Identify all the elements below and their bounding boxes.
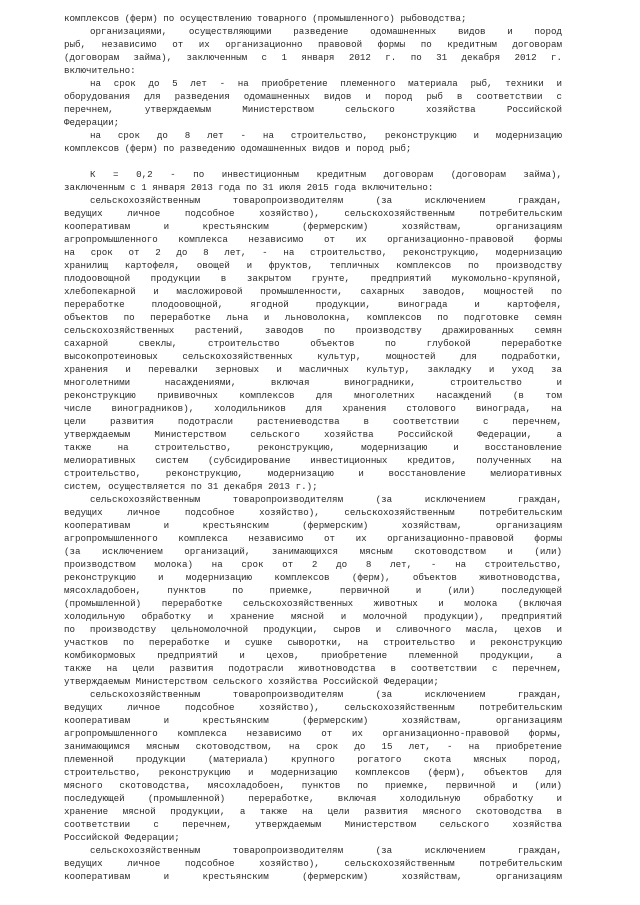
text-line: по производству цельномолочной продукции, сыров и сливочного масла, цехов и [64,624,562,635]
text-line: сельскохозяйственным товаропроизводителям (за исключением граждан, [90,845,562,856]
text-line: производством молока) на срок от 2 до 8 лет, - на строительство, [64,559,562,570]
text-line: занимающимся мясным скотоводством, на срок до 15 лет, - на приобретение [64,741,562,752]
text-line: мясного скотоводства, мясохладобоен, пунктов по приемке, первичной и (или) [64,780,562,791]
text-line: мелиоративных систем (субсидирование инвестиционных кредитов, полученных на [64,455,562,466]
text-line: агропромышленного комплекса независимо от их организационно-правовой формы [64,234,562,245]
text-line: плодоовощной продукции в закрытом грунте, предприятий мукомольно-крупяной, [64,273,562,284]
paragraph [64,194,562,493]
text-line: утверждаемым Министерством сельского хозяйства Российской Федерации; [64,676,439,687]
text-line: (промышленной) переработке сельскохозяйственных животных и молока (включая [64,598,562,609]
text-line: соответствии с перечнем, утверждаемым Министерством сельского хозяйства [64,819,562,830]
text-line: агропромышленного комплекса независимо от их организационно-правовой формы [64,533,562,544]
text-line: комплексов (ферм) по осуществлению товарного (промышленного) рыбоводства; [64,13,467,24]
text-line: комбикормовых предприятий и цехов, приобретение племенной продукции, а [64,650,562,661]
text-line: кооперативам и крестьянским (фермерским) хозяйствам, организациям [64,715,562,726]
text-line: перечнем, утверждаемым Министерством сельского хозяйства Российской [64,104,562,115]
text-line: числе виноградников), холодильников для хранения столового винограда, на [64,403,562,414]
text-line: агропромышленного комплекса независимо от их организационно-правовой формы, [64,728,562,739]
text-line: также на строительство, реконструкцию, модернизацию и восстановление [64,442,562,453]
paragraph [64,688,562,844]
text-line: ведущих личное подсобное хозяйство), сельскохозяйственным потребительским [64,858,562,869]
paragraph [64,168,562,194]
text-line: сельскохозяйственных растений, заводов по производству дражированных семян [64,325,562,336]
text-line: кооперативам и крестьянским (фермерским) хозяйствам, организациям [64,520,562,531]
text-line: хранилищ картофеля, овощей и фруктов, тепличных комплексов по производству [64,260,562,271]
text-line: реконструкцию и модернизацию комплексов (ферм), объектов животноводства, [64,572,562,583]
text-line: организациями, осуществляющими разведение одомашненных видов и пород [90,26,562,37]
text-line: холодильную обработку и хранение мясной и молочной продукции), предприятий [64,611,562,622]
text-line: последующей (промышленной) переработке, включая холодильную обработку и [64,793,562,804]
text-line: объектов по переработке льна и льноволокна, комплексов по подготовке семян [64,312,562,323]
text-line: переработке плодоовощной, ягодной продукции, винограда и картофеля, [64,299,562,310]
text-line: племенной продукции (материала) крупного рогатого скота мясных пород, [64,754,562,765]
text-line: хранение мясной продукции, а также на цели развития мясного скотоводства в [64,806,562,817]
paragraph [64,12,562,25]
text-line: (договорам займа), заключенным с 1 января 2012 г. по 31 декабря 2012 г. [64,52,562,63]
paragraph [64,25,562,77]
paragraph [64,77,562,129]
text-line: включительно: [64,65,136,76]
text-line: хлебопекарной и масложировой промышленности, сахарных заводов, мощностей по [64,286,562,297]
text-line: систем, осуществляется по 31 декабря 2013 г.); [64,481,318,492]
text-line: мясохладобоен, пунктов по приемке, первичной и (или) последующей [64,585,562,596]
blank-line [64,155,562,168]
text-line: строительство, реконструкцию, модернизацию и восстановление мелиоративных [64,468,562,479]
text-line: реконструкцию прививочных комплексов для многолетних насаждений (в том [64,390,562,401]
text-line: сельскохозяйственным товаропроизводителям (за исключением граждан, [90,689,562,700]
text-line: на срок от 2 до 8 лет, - на строительство, реконструкцию, модернизацию [64,247,562,258]
text-line: ведущих личное подсобное хозяйство), сельскохозяйственным потребительским [64,702,562,713]
paragraph [64,129,562,155]
text-line: рыб, независимо от их организационно правовой формы по кредитным договорам [64,39,562,50]
text-line: хранения и перевалки зерновых и масличных культур, закладку и уход за [64,364,562,375]
text-line: на срок до 8 лет - на строительство, реконструкцию и модернизацию [90,130,562,141]
text-line: кооперативам и крестьянским (фермерским) хозяйствам, организациям [64,871,562,882]
text-line: К = 0,2 - по инвестиционным кредитным договорам (договорам займа), [90,169,562,180]
text-line: утверждаемым Министерством сельского хозяйства Российской Федерации, а [64,429,562,440]
text-line: кооперативам и крестьянским (фермерским) хозяйствам, организациям [64,221,562,232]
text-line: заключенным с 1 января 2013 года по 31 июля 2015 года включительно: [64,182,434,193]
text-line: на срок до 5 лет - на приобретение племенного материала рыб, техники и [90,78,562,89]
text-line: комплексов (ферм) по разведению одомашненных видов и пород рыб; [64,143,412,154]
text-line: Российской Федерации; [64,832,180,843]
text-line: Федерации; [64,117,120,128]
text-line: цели развития подотрасли растениеводства в соответствии с перечнем, [64,416,562,427]
text-line: сахарной свеклы, строительство объектов по глубокой переработке [64,338,562,349]
text-line: ведущих личное подсобное хозяйство), сельскохозяйственным потребительским [64,208,562,219]
text-line: высокопротеиновых сельскохозяйственных культур, мощностей для подработки, [64,351,562,362]
text-line: многолетними насаждениями, включая виноградники, строительство и [64,377,562,388]
text-line: участков по переработке и сушке сыворотки, на строительство и реконструкцию [64,637,562,648]
text-line: (за исключением организаций, занимающихся мясным скотоводством и (или) [64,546,562,557]
text-line: строительство, реконструкцию и модернизацию комплексов (ферм), объектов для [64,767,562,778]
paragraph [64,844,562,883]
text-line: также на цели развития подотрасли животноводства в соответствии с перечнем, [64,663,562,674]
document-page [64,12,562,883]
paragraph [64,493,562,688]
text-line: оборудования для разведения одомашненных видов и пород рыб в соответствии с [64,91,562,102]
text-line: сельскохозяйственным товаропроизводителям (за исключением граждан, [90,195,562,206]
text-line: ведущих личное подсобное хозяйство), сельскохозяйственным потребительским [64,507,562,518]
text-line: сельскохозяйственным товаропроизводителям (за исключением граждан, [90,494,562,505]
